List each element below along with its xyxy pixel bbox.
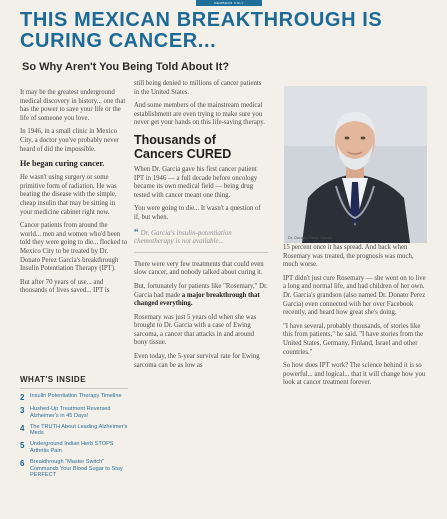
whats-inside-box (20, 375, 128, 483)
paragraph: But after 70 years of use... and thousands of lives saved... IPT is (20, 278, 110, 295)
pull-quote-text: Dr. Garcia's insulin-potentiation chemotherapy is not available... (134, 228, 232, 246)
paragraph: still being denied to millions of cancer patients in the United States. (134, 80, 262, 96)
whats-inside-title: WHAT'S INSIDE (20, 375, 87, 384)
paragraph: Even today, the 5-year survival rate for Ewing sarcoma can be as low as (134, 353, 260, 369)
paragraph: You were going to die... It wasn't a question of if, but when. (134, 205, 261, 221)
paragraph: Rosemary was just 5 years old when she was brought to Dr. Garcia with a case of Ewing sarcoma, a cancer that attacks in and around bony tissue. (134, 313, 257, 347)
toc-item[interactable] (20, 393, 128, 402)
pull-quote (134, 228, 268, 253)
paragraph: IPT didn't just cure Rosemary — she went on to live a long and normal life, and had children of her own. Dr. Garcia's grandson (also named Dr. Donato Perez Garcia) even connected with her over Facebook recently, and heard how great she's doing. (283, 274, 426, 317)
subheadline: So Why Aren't You Being Told About It? (22, 61, 230, 73)
divider (20, 388, 128, 389)
photo-caption: Dr. Donato Perez Garcia (288, 235, 332, 240)
toc-item-label: Underground Indian Herb STOPS Arthritis Pain (30, 441, 114, 454)
toc-page-number: 5 (20, 441, 25, 451)
section-heading: Thousands of Cancers CURED (134, 132, 232, 161)
toc-item[interactable] (20, 424, 128, 438)
emphasis-line: He began curing cancer. (20, 159, 105, 169)
toc-item-label: The TRUTH About Leading Alzheimer's Meds (30, 423, 128, 437)
section-tab: MEMBERS ONLY (196, 0, 262, 6)
column-2 (134, 80, 268, 375)
toc-page-number: 6 (20, 458, 25, 468)
paragraph: So how does IPT work? The science behind it is so powerful... and logical... that it will change how you look at cancer treatment forever. (283, 362, 426, 387)
paragraph: He wasn't using surgery or some primitive form of radiation. He was beating the disease with the simple, cheap insulin that may be sitting in your medicine cabinet right now. (20, 174, 117, 216)
toc-item[interactable] (20, 441, 128, 455)
toc-item-label: Hushed-Up Treatment Reversed Alzheimer's in 45 Days! (30, 406, 111, 419)
paragraph: It may be the greatest underground medical discovery in history... one that has the power to save your life or the life of someone you love. (20, 89, 126, 122)
toc-item-label: Insulin Potentiation Therapy Timeline (30, 393, 122, 399)
emphasis-text: a major breakthrough that changed everything. (134, 291, 260, 308)
paragraph: There were very few treatments that could even slow cancer, and nobody talked about curing it. (134, 260, 264, 277)
column-3 (283, 244, 428, 393)
quote-mark-icon: “ (134, 226, 139, 237)
paragraph-text: But, fortunately for patients like "Rosemary," Dr. Garcia had made (134, 282, 268, 299)
top-bar (0, 0, 447, 6)
toc-item[interactable] (20, 459, 128, 479)
toc-page-number: 3 (20, 406, 25, 415)
paragraph: "I have several, probably thousands, of stories like this from patients," he said. "I have stories from the United States, Germany, Finland, Israel and other countries." (283, 322, 424, 356)
toc-item[interactable] (20, 406, 128, 420)
paragraph: Cancer patients from around the world... men and women who'd been told they were going to die... flocked to Mexico City to be treated by Dr. Donato Perez Garcia's breakthrough Insulin Potentiation Therapy (IPT). (20, 222, 128, 273)
column-1 (20, 89, 128, 301)
doctor-portrait-illustration (284, 86, 427, 243)
paragraph: In 1946, in a small clinic in Mexico City, a doctor you've probably never heard of did the impossible. (20, 128, 119, 153)
paragraph: And some members of the mainstream medical establishment are even trying to make sure you never get your hands on this life-saving therapy. (134, 102, 265, 127)
toc-page-number: 4 (20, 423, 25, 433)
toc-item-label: Breakthrough "Master Switch" Commands Your Blood Sugar to Stay PERFECT (30, 458, 123, 479)
doctor-portrait-photo (284, 86, 427, 243)
headline: THIS MEXICAN BREAKTHROUGH IS CURING CANCER... (20, 9, 383, 52)
paragraph (134, 283, 268, 309)
paragraph: When Dr. Garcia gave his first cancer patient IPT in 1946 — a full decade before oncology became its own medical field — being drug tested with cancer meant one thing. (134, 165, 258, 199)
toc-page-number: 2 (20, 393, 25, 402)
paragraph: 15 percent once it has spread. And back when Rosemary was treated, the prognosis was much, much worse. (283, 244, 414, 269)
